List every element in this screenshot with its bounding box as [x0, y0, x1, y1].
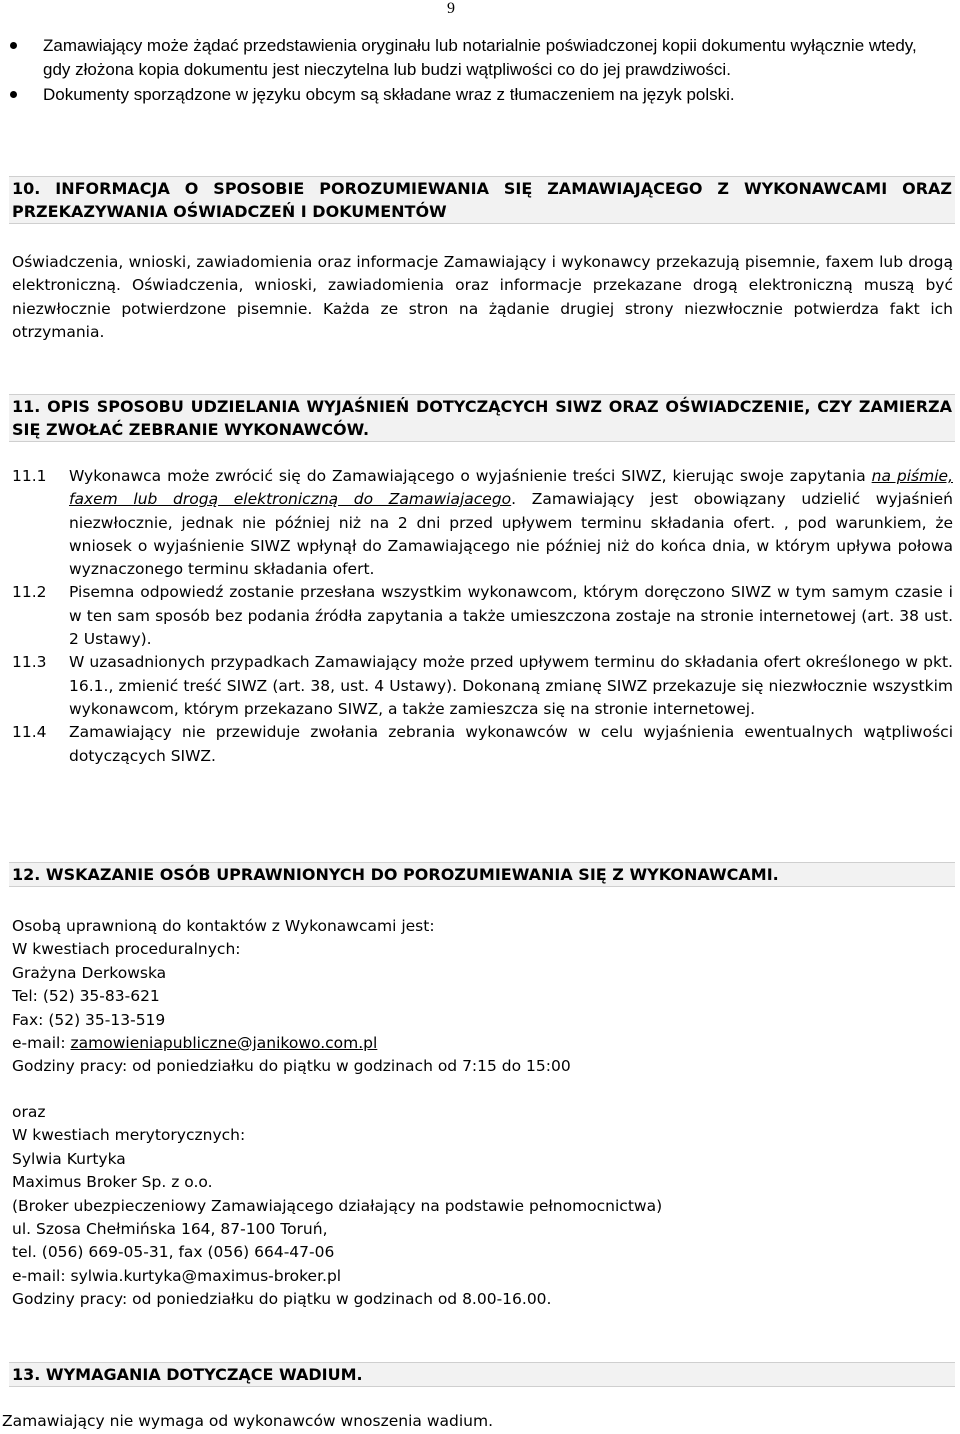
bullet-item — [10, 83, 945, 107]
contact-line: e-mail: sylwia.kurtyka@maximus-broker.pl — [12, 1266, 342, 1285]
contact-line: Sylwia Kurtyka — [12, 1149, 126, 1168]
subpoint-text — [69, 465, 953, 581]
contact-line: W kwestiach proceduralnych: — [12, 940, 241, 959]
section-11-subpoints — [12, 465, 953, 768]
subpoint-11-3 — [12, 651, 953, 721]
contact-line: Godziny pracy: od poniedziałku do piątku w godzinach od 7:15 do 15:00 — [12, 1057, 571, 1076]
emphasized-text: na piśmie, faxem lub drogą elektroniczną do Zamawiajacego — [69, 467, 953, 509]
contact-line: Grażyna Derkowska — [12, 963, 167, 982]
contact-substantive — [12, 1101, 953, 1312]
bullet-text: Zamawiający może żądać przedstawienia oryginału lub notarialnie poświadczonej kopii dokumentu wyłącznie wtedy, gdy złożona kopia dokumentu jest nieczytelna lub budzi wątpliwości co do jej prawdziwości. — [43, 36, 917, 79]
contact-procedural — [12, 915, 953, 1079]
page-number: 9 — [447, 0, 455, 17]
contact-line: Maximus Broker Sp. z o.o. — [12, 1173, 213, 1192]
subpoint-11-1 — [12, 465, 953, 581]
section-13-paragraph: Zamawiający nie wymaga od wykonawców wnoszenia wadium. — [2, 1412, 493, 1430]
bullet-icon — [10, 42, 17, 49]
subpoint-text: Pisemna odpowiedź zostanie przesłana wszystkim wykonawcom, którym doręczono SIWZ w tym samym czasie i w ten sam sposób bez podania źródła zapytania a także umieszczona zostaje na stronie internetowej (art. 38 ust. 2 Ustawy). — [69, 583, 953, 649]
contact-line: Godziny pracy: od poniedziałku do piątku w godzinach od 8.00-16.00. — [12, 1290, 552, 1309]
bullet-item — [10, 34, 945, 81]
subpoint-text: W uzasadnionych przypadkach Zamawiający może przed upływem terminu do składania ofert określonego w pkt. 16.1., zmienić treść SIWZ (art. 38, ust. 4 Ustawy). Dokonaną zmianę SIWZ przekazuje się niezwłocznie wszystkim wykonawcom, którym przekazano SIWZ, a także zamieszcza się na stronie internetowej. — [69, 653, 953, 718]
contact-line: Tel: (52) 35-83-621 — [12, 987, 160, 1006]
contact-line: Osobą uprawnioną do kontaktów z Wykonawcami jest: — [12, 917, 435, 935]
contact-line: ul. Szosa Chełmińska 164, 87-100 Toruń, — [12, 1220, 328, 1239]
subpoint-text-part: Wykonawca może zwrócić się do Zamawiającego o wyjaśnienie treści SIWZ, kierując swoje zapytania — [69, 467, 872, 485]
subpoint-number: 11.1 — [12, 467, 47, 485]
contact-email-line — [12, 1032, 953, 1055]
subpoint-11-2 — [12, 581, 953, 651]
section-10-heading: 10. INFORMACJA O SPOSOBIE POROZUMIEWANIA SIĘ ZAMAWIAJĄCEGO Z WYKONAWCAMI ORAZ PRZEKAZYWANIA OŚWIADCZEŃ I DOKUMENTÓW — [9, 176, 955, 224]
section-11-heading: 11. OPIS SPOSOBU UDZIELANIA WYJAŚNIEŃ DOTYCZĄCYCH SIWZ ORAZ OŚWIADCZENIE, CZY ZAMIERZA SIĘ ZWOŁAĆ ZEBRANIE WYKONAWCÓW. — [9, 394, 955, 442]
subpoint-number: 11.2 — [12, 583, 47, 602]
subpoint-text-part: . Zamawiający jest obowiązany udzielić wyjaśnień niezwłocznie, jednak nie później niż na 2 dni przed upływem terminu składania ofert. , pod warunkiem, że wniosek o wyjaśnienie SIWZ wpłynął do Zamawiającego nie później niż do końca dnia, w którym upływa połowa wyznaczonego terminu składania ofert. — [69, 490, 954, 579]
bullet-text: Dokumenty sporządzone w języku obcym są składane wraz z tłumaczeniem na język polski. — [43, 85, 735, 104]
section-13-heading: 13. WYMAGANIA DOTYCZĄCE WADIUM. — [9, 1362, 955, 1387]
contact-line: W kwestiach merytorycznych: — [12, 1126, 246, 1145]
email-link[interactable]: zamowieniapubliczne@janikowo.com.pl — [70, 1034, 378, 1053]
contact-line: Fax: (52) 35-13-519 — [12, 1010, 166, 1029]
bullet-icon — [10, 91, 17, 98]
section-12-heading: 12. WSKAZANIE OSÓB UPRAWNIONYCH DO POROZUMIEWANIA SIĘ Z WYKONAWCAMI. — [9, 862, 955, 887]
subpoint-number: 11.3 — [12, 653, 47, 672]
contact-line: oraz — [12, 1103, 46, 1121]
subpoint-11-4 — [12, 721, 953, 768]
section-10-paragraph: Oświadczenia, wnioski, zawiadomienia oraz informacje Zamawiający i wykonawcy przekazują pisemnie, faxem lub drogą elektroniczną. Oświadczenia, wnioski, zawiadomienia oraz informacje przekazane drogą elektroniczną muszą być niezwłocznie potwierdzone pisemnie. Każda ze stron na żądanie drugiej strony niezwłocznie potwierdza fakt ich otrzymania. — [12, 253, 953, 341]
bullet-list — [10, 34, 945, 107]
contact-line: tel. (056) 669-05-31, fax (056) 664-47-06 — [12, 1243, 335, 1262]
subpoint-number: 11.4 — [12, 723, 47, 742]
subpoint-text: Zamawiający nie przewiduje zwołania zebrania wykonawców w celu wyjaśnienia ewentualnych wątpliwości dotyczących SIWZ. — [69, 723, 953, 765]
email-label: e-mail: — [12, 1034, 71, 1053]
contact-line: (Broker ubezpieczeniowy Zamawiającego działający na podstawie pełnomocnictwa) — [12, 1196, 663, 1215]
